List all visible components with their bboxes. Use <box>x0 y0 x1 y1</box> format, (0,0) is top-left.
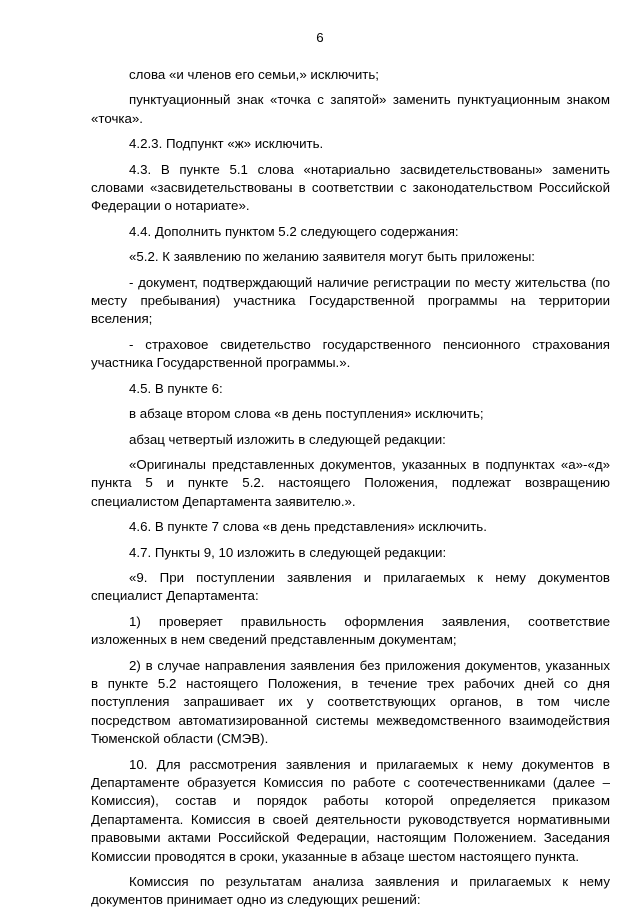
paragraph: 4.6. В пункте 7 слова «в день представления» исключить. <box>129 519 487 535</box>
paragraph: Комиссия по результатам анализа заявления и прилагаемых к нему документов принимает одно из следующих решений: <box>91 874 610 908</box>
paragraph: 2) в случае направления заявления без приложения документов, указанных в пункте 5.2 настоящего Положения, в течение трех рабочих дней со дня поступления запрашивает их у соответствующих органов, в том числе посредством автоматизированной системы межведомственного взаимодействия Тюменской области (СМЭВ). <box>91 657 610 747</box>
paragraph: «9. При поступлении заявления и прилагаемых к нему документов специалист Департамента: <box>91 569 610 604</box>
paragraph: - документ, подтверждающий наличие регистрации по месту жительства (по месту пребывания) участника Государственной программы на территории вселения; <box>91 274 610 327</box>
paragraph: «Оригиналы представленных документов, указанных в подпунктах «а»-«д» пункта 5 и пункте 5.2. настоящего Положения, подлежат возвращению специалистом Департамента заявителю.». <box>91 456 610 509</box>
paragraph: в абзаце втором слова «в день поступления» исключить; <box>129 406 484 422</box>
page-number: 6 <box>316 30 324 45</box>
paragraph: - страховое свидетельство государственного пенсионного страхования участника Государственной программы.». <box>91 336 610 371</box>
paragraph: 4.7. Пункты 9, 10 изложить в следующей редакции: <box>129 544 447 560</box>
paragraph: 4.5. В пункте 6: <box>129 380 223 396</box>
paragraph: «5.2. К заявлению по желанию заявителя могут быть приложены: <box>129 249 535 265</box>
document-body <box>91 66 610 917</box>
paragraph: пунктуационный знак «точка с запятой» заменить пунктуационным знаком «точка». <box>91 92 610 126</box>
paragraph: абзац четвертый изложить в следующей редакции: <box>129 431 446 447</box>
paragraph: слова «и членов его семьи,» исключить; <box>129 67 379 82</box>
paragraph: 4.3. В пункте 5.1 слова «нотариально засвидетельствованы» заменить словами «засвидетельствованы в соответствии с законодательством Российской Федерации о нотариате». <box>91 161 610 214</box>
paragraph: 10. Для рассмотрения заявления и прилагаемых к нему документов в Департаменте образуется Комиссия по работе с соотечественниками (далее – Комиссия), состав и порядок работы которой определяется приказом Департамента. Комиссия в своей деятельности руководствуется нормативными правовыми актами Российской Федерации, настоящим Положением. Заседания Комиссии проводятся в сроки, указанные в абзаце шестом настоящего пункта. <box>91 756 610 864</box>
paragraph: 1) проверяет правильность оформления заявления, соответствие изложенных в нем сведений представленным документам; <box>91 613 610 648</box>
paragraph: 4.4. Дополнить пунктом 5.2 следующего содержания: <box>129 223 459 239</box>
paragraph: 4.2.3. Подпункт «ж» исключить. <box>129 136 324 152</box>
